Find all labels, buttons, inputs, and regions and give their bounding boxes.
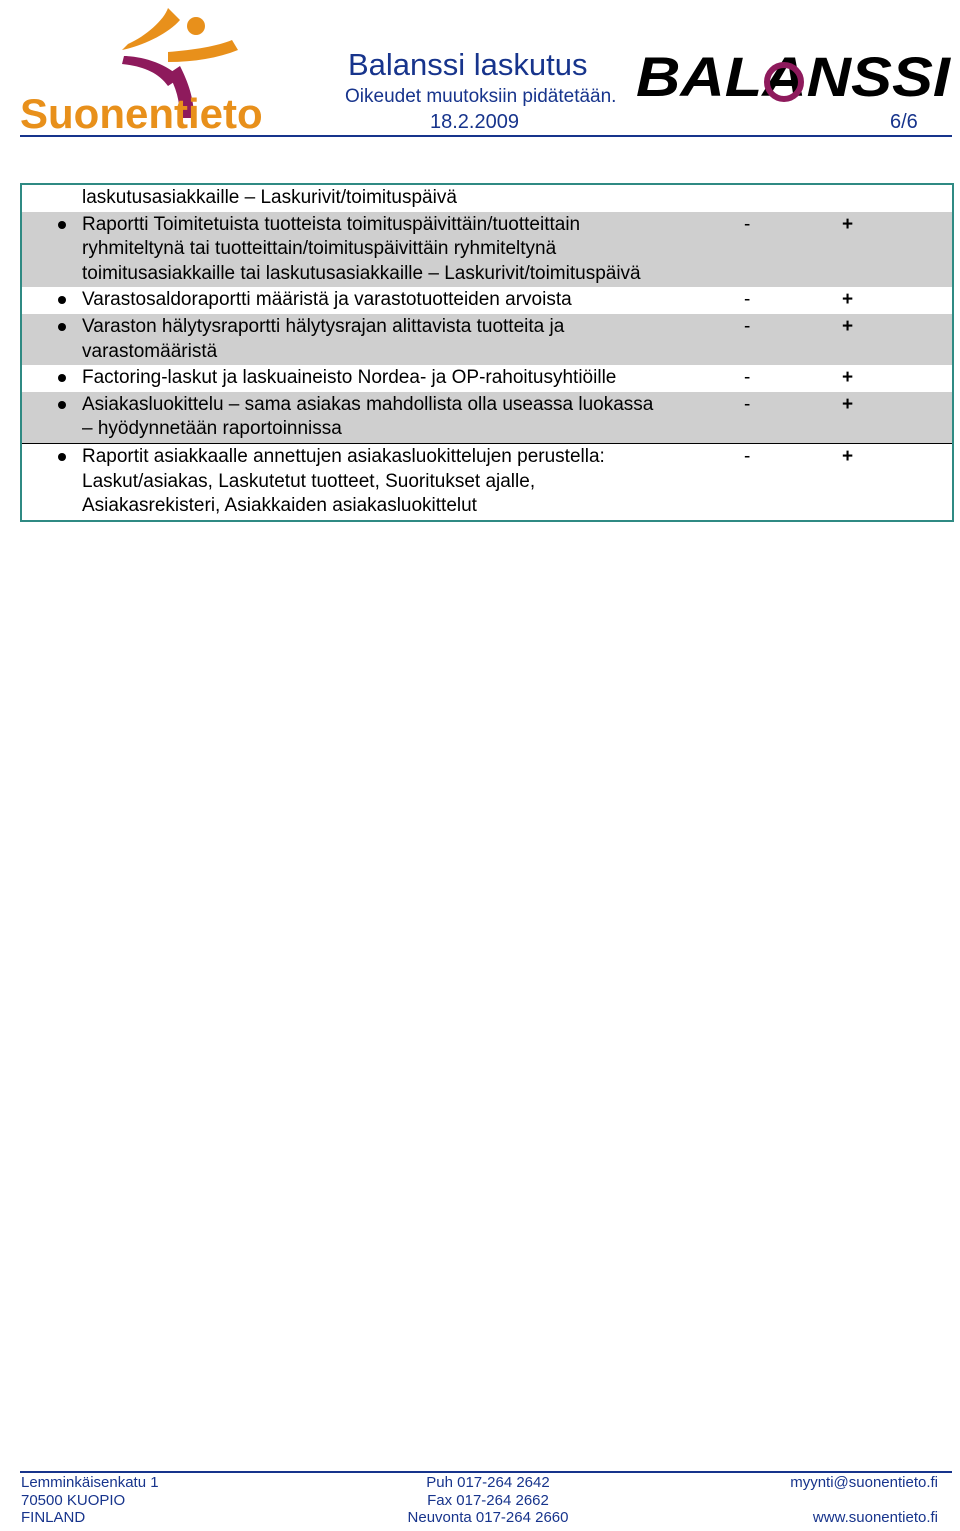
plus-mark: + xyxy=(842,445,854,467)
bullet-icon xyxy=(58,296,66,304)
bullet-icon xyxy=(58,221,66,229)
document-title: Balanssi laskutus xyxy=(348,47,588,82)
footer-rule xyxy=(20,1471,952,1473)
footer-support: Neuvonta 017-264 2660 xyxy=(407,1509,569,1526)
footer-phone: Puh 017-264 2642 xyxy=(426,1474,550,1491)
table-row xyxy=(22,287,952,314)
footer-email-link[interactable]: myynti@suonentieto.fi xyxy=(790,1474,938,1491)
row-text: Varaston hälytysraportti hälytysrajan alittavista tuotteita ja varastomääristä xyxy=(82,315,565,362)
plus-mark: + xyxy=(842,367,854,389)
bullet-icon xyxy=(58,401,66,409)
minus-mark: - xyxy=(744,445,751,467)
row-text: Raportit asiakkaalle annettujen asiakasluokittelujen perustella: Laskut/asiakas, Laskutetut tuotteet, Suoritukset ajalle, Asiakasrekisteri, Asiakkaiden asiakasluokittelut xyxy=(82,445,605,517)
footer-phones xyxy=(398,1474,578,1527)
balanssi-logo xyxy=(636,44,952,110)
footer-website-link[interactable]: www.suonentieto.fi xyxy=(812,1509,938,1526)
row-text: Varastosaldoraportti määristä ja varastotuotteiden arvoista xyxy=(82,289,572,311)
svg-text:BALANSSI: BALANSSI xyxy=(636,45,952,108)
plus-mark: + xyxy=(842,315,854,337)
footer-street: Lemminkäisenkatu 1 xyxy=(21,1474,159,1491)
svg-text:Suonentieto: Suonentieto xyxy=(20,90,263,134)
footer-spacer xyxy=(740,1492,938,1510)
table-row xyxy=(22,212,952,288)
footer-contact xyxy=(740,1474,938,1527)
footer-fax: Fax 017-264 2662 xyxy=(427,1491,549,1509)
header-rule xyxy=(20,135,952,137)
plus-mark: + xyxy=(842,393,854,415)
plus-mark: + xyxy=(842,289,854,311)
bullet-icon xyxy=(58,453,66,461)
bullet-icon xyxy=(58,323,66,331)
table-row xyxy=(22,314,952,365)
footer-city: 70500 KUOPIO xyxy=(21,1491,126,1509)
table-row xyxy=(22,185,952,212)
minus-mark: - xyxy=(744,367,751,389)
row-text: laskutusasiakkaille – Laskurivit/toimituspäivä xyxy=(82,187,457,208)
row-text: Raportti Toimitetuista tuotteista toimituspäivittäin/tuotteittain ryhmiteltynä tai tuotteittain/toimituspäivittäin ryhmiteltynä toimitusasiakkaille tai laskutusasiakkaille – Laskurivit/toimituspäivä xyxy=(82,213,641,284)
document-date: 18.2.2009 xyxy=(430,111,519,133)
table-row xyxy=(22,365,952,392)
page-number: 6/6 xyxy=(890,111,918,133)
footer-address xyxy=(21,1474,159,1527)
row-text: Factoring-laskut ja laskuaineisto Nordea- ja OP-rahoitusyhtiöille xyxy=(82,367,617,389)
minus-mark: - xyxy=(744,289,751,311)
bullet-icon xyxy=(58,374,66,382)
footer-country: FINLAND xyxy=(21,1509,86,1526)
feature-table xyxy=(20,183,954,522)
document-subtitle: Oikeudet muutoksiin pidätetään. xyxy=(345,86,617,107)
suonentieto-logo xyxy=(18,6,284,134)
plus-mark: + xyxy=(842,213,854,235)
table-row xyxy=(22,443,952,520)
minus-mark: - xyxy=(744,315,751,337)
minus-mark: - xyxy=(744,393,751,415)
table-row xyxy=(22,392,952,443)
minus-mark: - xyxy=(744,213,751,235)
row-text: Asiakasluokittelu – sama asiakas mahdollista olla useassa luokassa – hyödynnetään raportoinnissa xyxy=(82,393,654,440)
